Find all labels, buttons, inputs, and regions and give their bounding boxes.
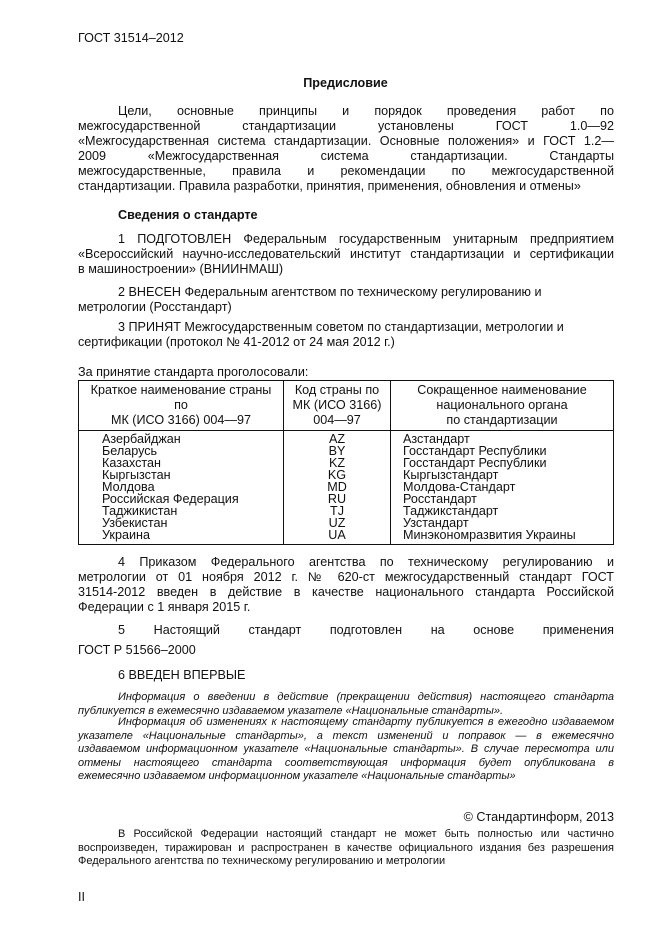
item-1: 1 ПОДГОТОВЛЕН Федеральным государственным унитарным предприятием «Всероссийский научно-исследовательский институт стандартизации и сертификации в машиностроении» (ВНИИНМАШ) (78, 232, 614, 276)
info-note-1: Информация о введении в действие (прекращении действия) настоящего стандарта публикуется в ежемесячно издаваемом указателе «Национальные стандарты». (78, 691, 614, 717)
standard-info-heading: Сведения о стандарте (118, 208, 258, 222)
votes-caption: За принятие стандарта проголосовали: (78, 365, 309, 379)
table-row: Беларусь BY Госстандарт Республики (79, 445, 614, 457)
legal-notice: В Российской Федерации настоящий стандарт не может быть полностью или частично воспроизведен, тиражирован и распространен в качестве официального издания без разрешения Федерального агентства по техническому регулированию и метрологии (78, 828, 614, 867)
table-row: Казахстан KZ Госстандарт Республики (79, 457, 614, 469)
table-row: Российская Федерация RU Росстандарт (79, 493, 614, 505)
foreword-paragraph: Цели, основные принципы и порядок проведения работ по межгосударственной стандартизации установлены ГОСТ 1.0—92 «Межгосударственная система стандартизации. Основные положения» и ГОСТ 1.2— 2009 «Межгосударственная система стандартизации. Стандарты межгосударственные, правила и рекомендации по межгосударственной стандартизации. Правила разработки, принятия, применения, обновления и отмены» (78, 104, 614, 193)
info-note-2: Информация об изменениях к настоящему стандарту публикуется в ежегодно издаваемом указателе «Национальные стандарты», а текст изменений и поправок — в ежемесячно издаваемом информационном указателе «Национальные стандарты». В случае пересмотра или отмены настоящего стандарта соответствующая информация будет опубликована в ежемесячно издаваемом информационном указателе «Национальные стандарты» (78, 716, 614, 782)
page-number: II (78, 890, 85, 904)
item-2: 2 ВНЕСЕН Федеральным агентством по техническому регулированию и метрологии (Росстандарт) (78, 285, 542, 314)
table-row: Азербайджан AZ Азстандарт (79, 431, 614, 446)
copyright: © Стандартинформ, 2013 (463, 810, 614, 824)
header-body: Сокращенное наименование национального органа по стандартизации (391, 381, 614, 431)
table-row: Украина UA Минэкономразвития Украины (79, 529, 614, 545)
item-3: 3 ПРИНЯТ Межгосударственным советом по стандартизации, метрологии и сертификации (протокол № 41-2012 от 24 мая 2012 г.) (78, 320, 564, 349)
foreword-title: Предисловие (303, 76, 388, 90)
item-5: 5 Настоящий стандарт подготовлен на основе применения ГОСТ Р 51566–2000 (78, 623, 614, 657)
votes-table (78, 380, 614, 545)
header-code: Код страны по МК (ИСО 3166) 004—97 (284, 381, 391, 431)
table-row: Таджикистан TJ Таджикстандарт (79, 505, 614, 517)
table-row: Узбекистан UZ Узстандарт (79, 517, 614, 529)
document-id: ГОСТ 31514–2012 (78, 31, 184, 45)
item-4: 4 Приказом Федерального агентства по техническому регулированию и метрологии от 01 ноября 2012 г. № 620-ст межгосударственный стандарт ГОСТ 31514-2012 введен в действие в качестве национального стандарта Российской Федерации с 1 января 2015 г. (78, 555, 614, 614)
table-row: Кыргызстан KG Кыргызстандарт (79, 469, 614, 481)
table-row: Молдова MD Молдова-Стандарт (79, 481, 614, 493)
header-country: Краткое наименование страны по МК (ИСО 3166) 004—97 (79, 381, 284, 431)
item-6: 6 ВВЕДЕН ВПЕРВЫЕ (118, 668, 246, 682)
